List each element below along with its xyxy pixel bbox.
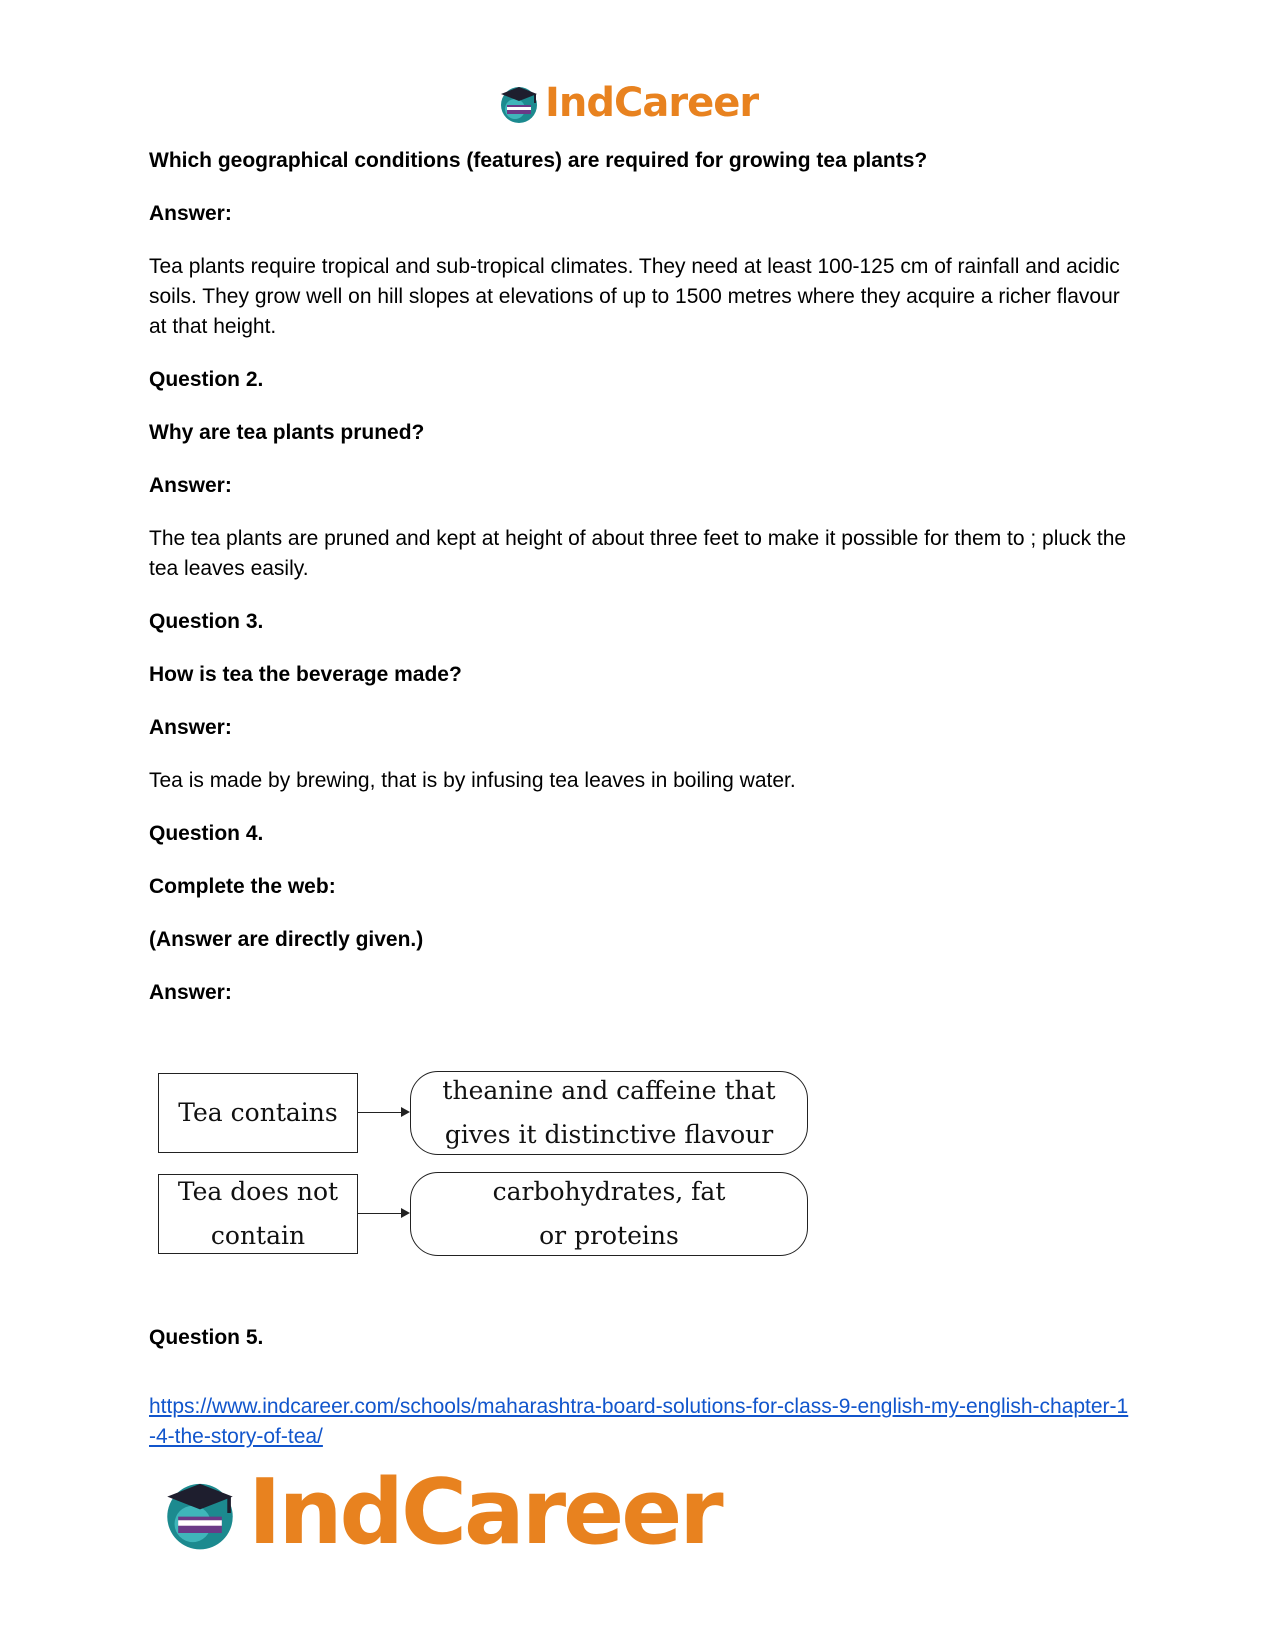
heading-line: Question 2. (149, 368, 264, 391)
heading-line: Answer: (149, 202, 232, 225)
heading-line: Answer: (149, 716, 232, 739)
web-box-tea-does-not-contain (158, 1174, 358, 1254)
heading-line: Question 3. (149, 610, 264, 633)
heading-line: Answer: (149, 981, 232, 1004)
web-box-tea-contains (158, 1073, 358, 1153)
source-link[interactable]: https://www.indcareer.com/schools/maharashtra-board-solutions-for-class-9-english-my-english-chapter-1-4-the-story-of-tea/ (149, 1395, 1129, 1448)
web-box-contains-answer (410, 1071, 808, 1155)
heading-line: (Answer are directly given.) (149, 928, 424, 951)
logo-bottom (160, 1460, 721, 1565)
web-box-label: Tea contains (178, 1098, 338, 1127)
web-answer-line: gives it distinctive flavour (444, 1120, 774, 1149)
web-box-label: Tea does not (177, 1177, 339, 1206)
graduation-book-globe-icon (497, 81, 541, 125)
brand-name: IndCareer (545, 80, 759, 126)
document-body (149, 146, 1139, 1008)
answer-paragraph: Tea is made by brewing, that is by infusing tea leaves in boiling water. (149, 769, 796, 792)
logo-top (497, 80, 758, 126)
heading-line: How is tea the beverage made? (149, 663, 462, 686)
graduation-book-globe-icon (160, 1473, 240, 1553)
heading-line: Answer: (149, 474, 232, 497)
question-5-heading: Question 5. (149, 1326, 264, 1349)
heading-line: Why are tea plants pruned? (149, 421, 425, 444)
arrow-icon (358, 1112, 408, 1113)
heading-line: Question 4. (149, 822, 264, 845)
web-answer-line: theanine and caffeine that (442, 1076, 776, 1105)
heading-line: Complete the web: (149, 875, 336, 898)
web-box-label: contain (210, 1221, 306, 1250)
answer-paragraph: The tea plants are pruned and kept at height of about three feet to make it possible for them to ; pluck the tea leaves easily. (149, 527, 1127, 580)
brand-name: IndCareer (248, 1460, 721, 1565)
heading-line: Which geographical conditions (features) are required for growing tea plants? (149, 149, 928, 172)
web-answer-line: carbohydrates, fat (492, 1177, 726, 1206)
web-answer-line: or proteins (539, 1221, 679, 1250)
arrow-icon (358, 1213, 408, 1214)
web-box-not-contains-answer (410, 1172, 808, 1256)
answer-paragraph: Tea plants require tropical and sub-tropical climates. They need at least 100-125 cm of rainfall and acidic soils. They grow well on hill slopes at elevations of up to 1500 metres where they acquire a richer flavour at that height. (149, 255, 1120, 338)
